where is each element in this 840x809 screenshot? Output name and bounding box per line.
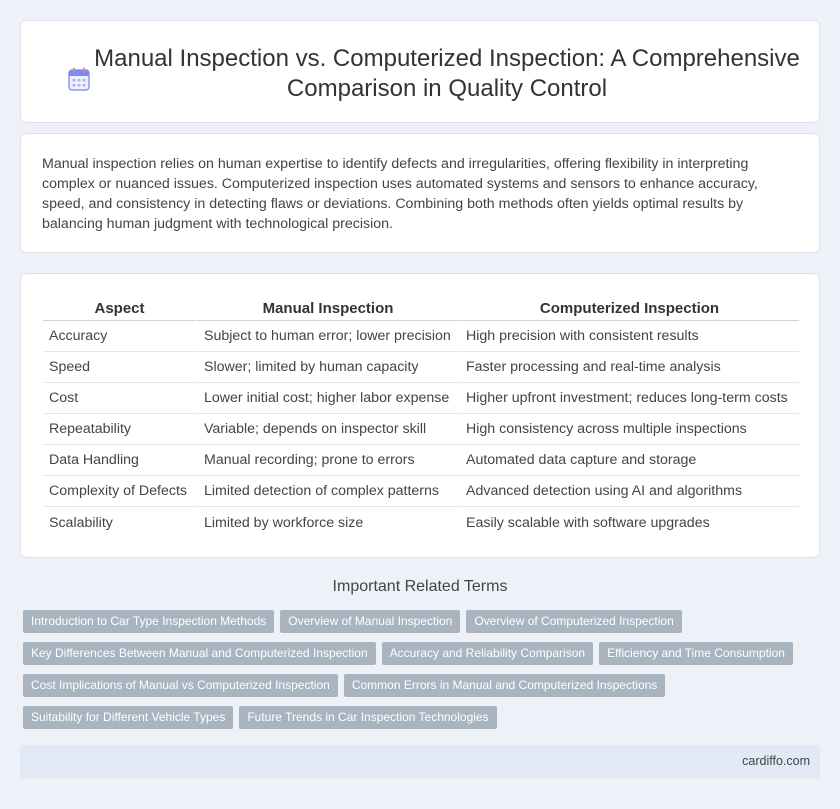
cell-computerized: High precision with consistent results (458, 321, 799, 352)
related-term-tag[interactable]: Cost Implications of Manual vs Computerized Inspection (23, 674, 338, 697)
related-terms-list (23, 610, 813, 729)
cell-manual: Limited by workforce size (196, 507, 458, 538)
cell-computerized: Easily scalable with software upgrades (458, 507, 799, 538)
related-term-tag[interactable]: Overview of Computerized Inspection (466, 610, 681, 633)
cell-computerized: High consistency across multiple inspections (458, 414, 799, 445)
cell-manual: Manual recording; prone to errors (196, 445, 458, 476)
cell-manual: Slower; limited by human capacity (196, 352, 458, 383)
comparison-table (43, 297, 799, 538)
cell-aspect: Data Handling (43, 445, 196, 476)
cell-aspect: Scalability (49, 514, 113, 531)
cell-computerized: Higher upfront investment; reduces long-term costs (458, 383, 799, 414)
related-term-tag[interactable]: Introduction to Car Type Inspection Methods (23, 610, 274, 633)
table-row (43, 414, 799, 445)
table-row (43, 352, 799, 383)
calendar-icon (68, 67, 90, 91)
cell-aspect: Cost (43, 383, 196, 414)
related-term-tag[interactable]: Future Trends in Car Inspection Technologies (239, 706, 496, 729)
related-term-tag[interactable]: Efficiency and Time Consumption (599, 642, 793, 665)
footer-site-link[interactable]: cardiffo.com (742, 754, 810, 768)
intro-paragraph: Manual inspection relies on human expertise to identify defects and irregularities, offering flexibility in interpreting complex or nuanced issues. Computerized inspection uses automated systems and sensors to enhance accuracy, speed, and consistency in detecting flaws or deviations. Combining both methods often yields optimal results by balancing human judgment with technological precision. (42, 156, 758, 232)
header-computerized: Computerized Inspection (458, 297, 799, 321)
related-term-tag[interactable]: Accuracy and Reliability Comparison (382, 642, 593, 665)
table-header-row (43, 297, 799, 321)
table-row (43, 476, 799, 507)
page-title: Manual Inspection vs. Computerized Inspection: A Comprehensive Comparison in Quality Control (94, 45, 800, 102)
related-term-tag[interactable]: Common Errors in Manual and Computerized Inspections (344, 674, 665, 697)
cell-aspect: Repeatability (43, 414, 196, 445)
cell-manual: Variable; depends on inspector skill (196, 414, 458, 445)
cell-manual: Limited detection of complex patterns (196, 476, 458, 507)
header-aspect: Aspect (43, 297, 196, 321)
cell-computerized: Faster processing and real-time analysis (458, 352, 799, 383)
comparison-table-card (20, 273, 820, 558)
cell-aspect: Complexity of Defects (43, 476, 196, 507)
related-term-tag[interactable]: Overview of Manual Inspection (280, 610, 460, 633)
table-row (43, 507, 799, 538)
cell-aspect: Accuracy (43, 321, 196, 352)
related-terms-heading: Important Related Terms (332, 578, 508, 595)
cell-computerized: Automated data capture and storage (458, 445, 799, 476)
cell-computerized: Advanced detection using AI and algorithms (458, 476, 799, 507)
related-term-tag[interactable]: Key Differences Between Manual and Computerized Inspection (23, 642, 376, 665)
table-row (43, 321, 799, 352)
table-row (43, 445, 799, 476)
title-card (20, 20, 820, 123)
cell-manual: Lower initial cost; higher labor expense (196, 383, 458, 414)
cell-manual: Subject to human error; lower precision (196, 321, 458, 352)
header-manual: Manual Inspection (196, 297, 458, 321)
table-row (43, 383, 799, 414)
intro-card (20, 133, 820, 253)
cell-aspect: Speed (43, 352, 196, 383)
footer (20, 745, 820, 778)
related-term-tag[interactable]: Suitability for Different Vehicle Types (23, 706, 233, 729)
